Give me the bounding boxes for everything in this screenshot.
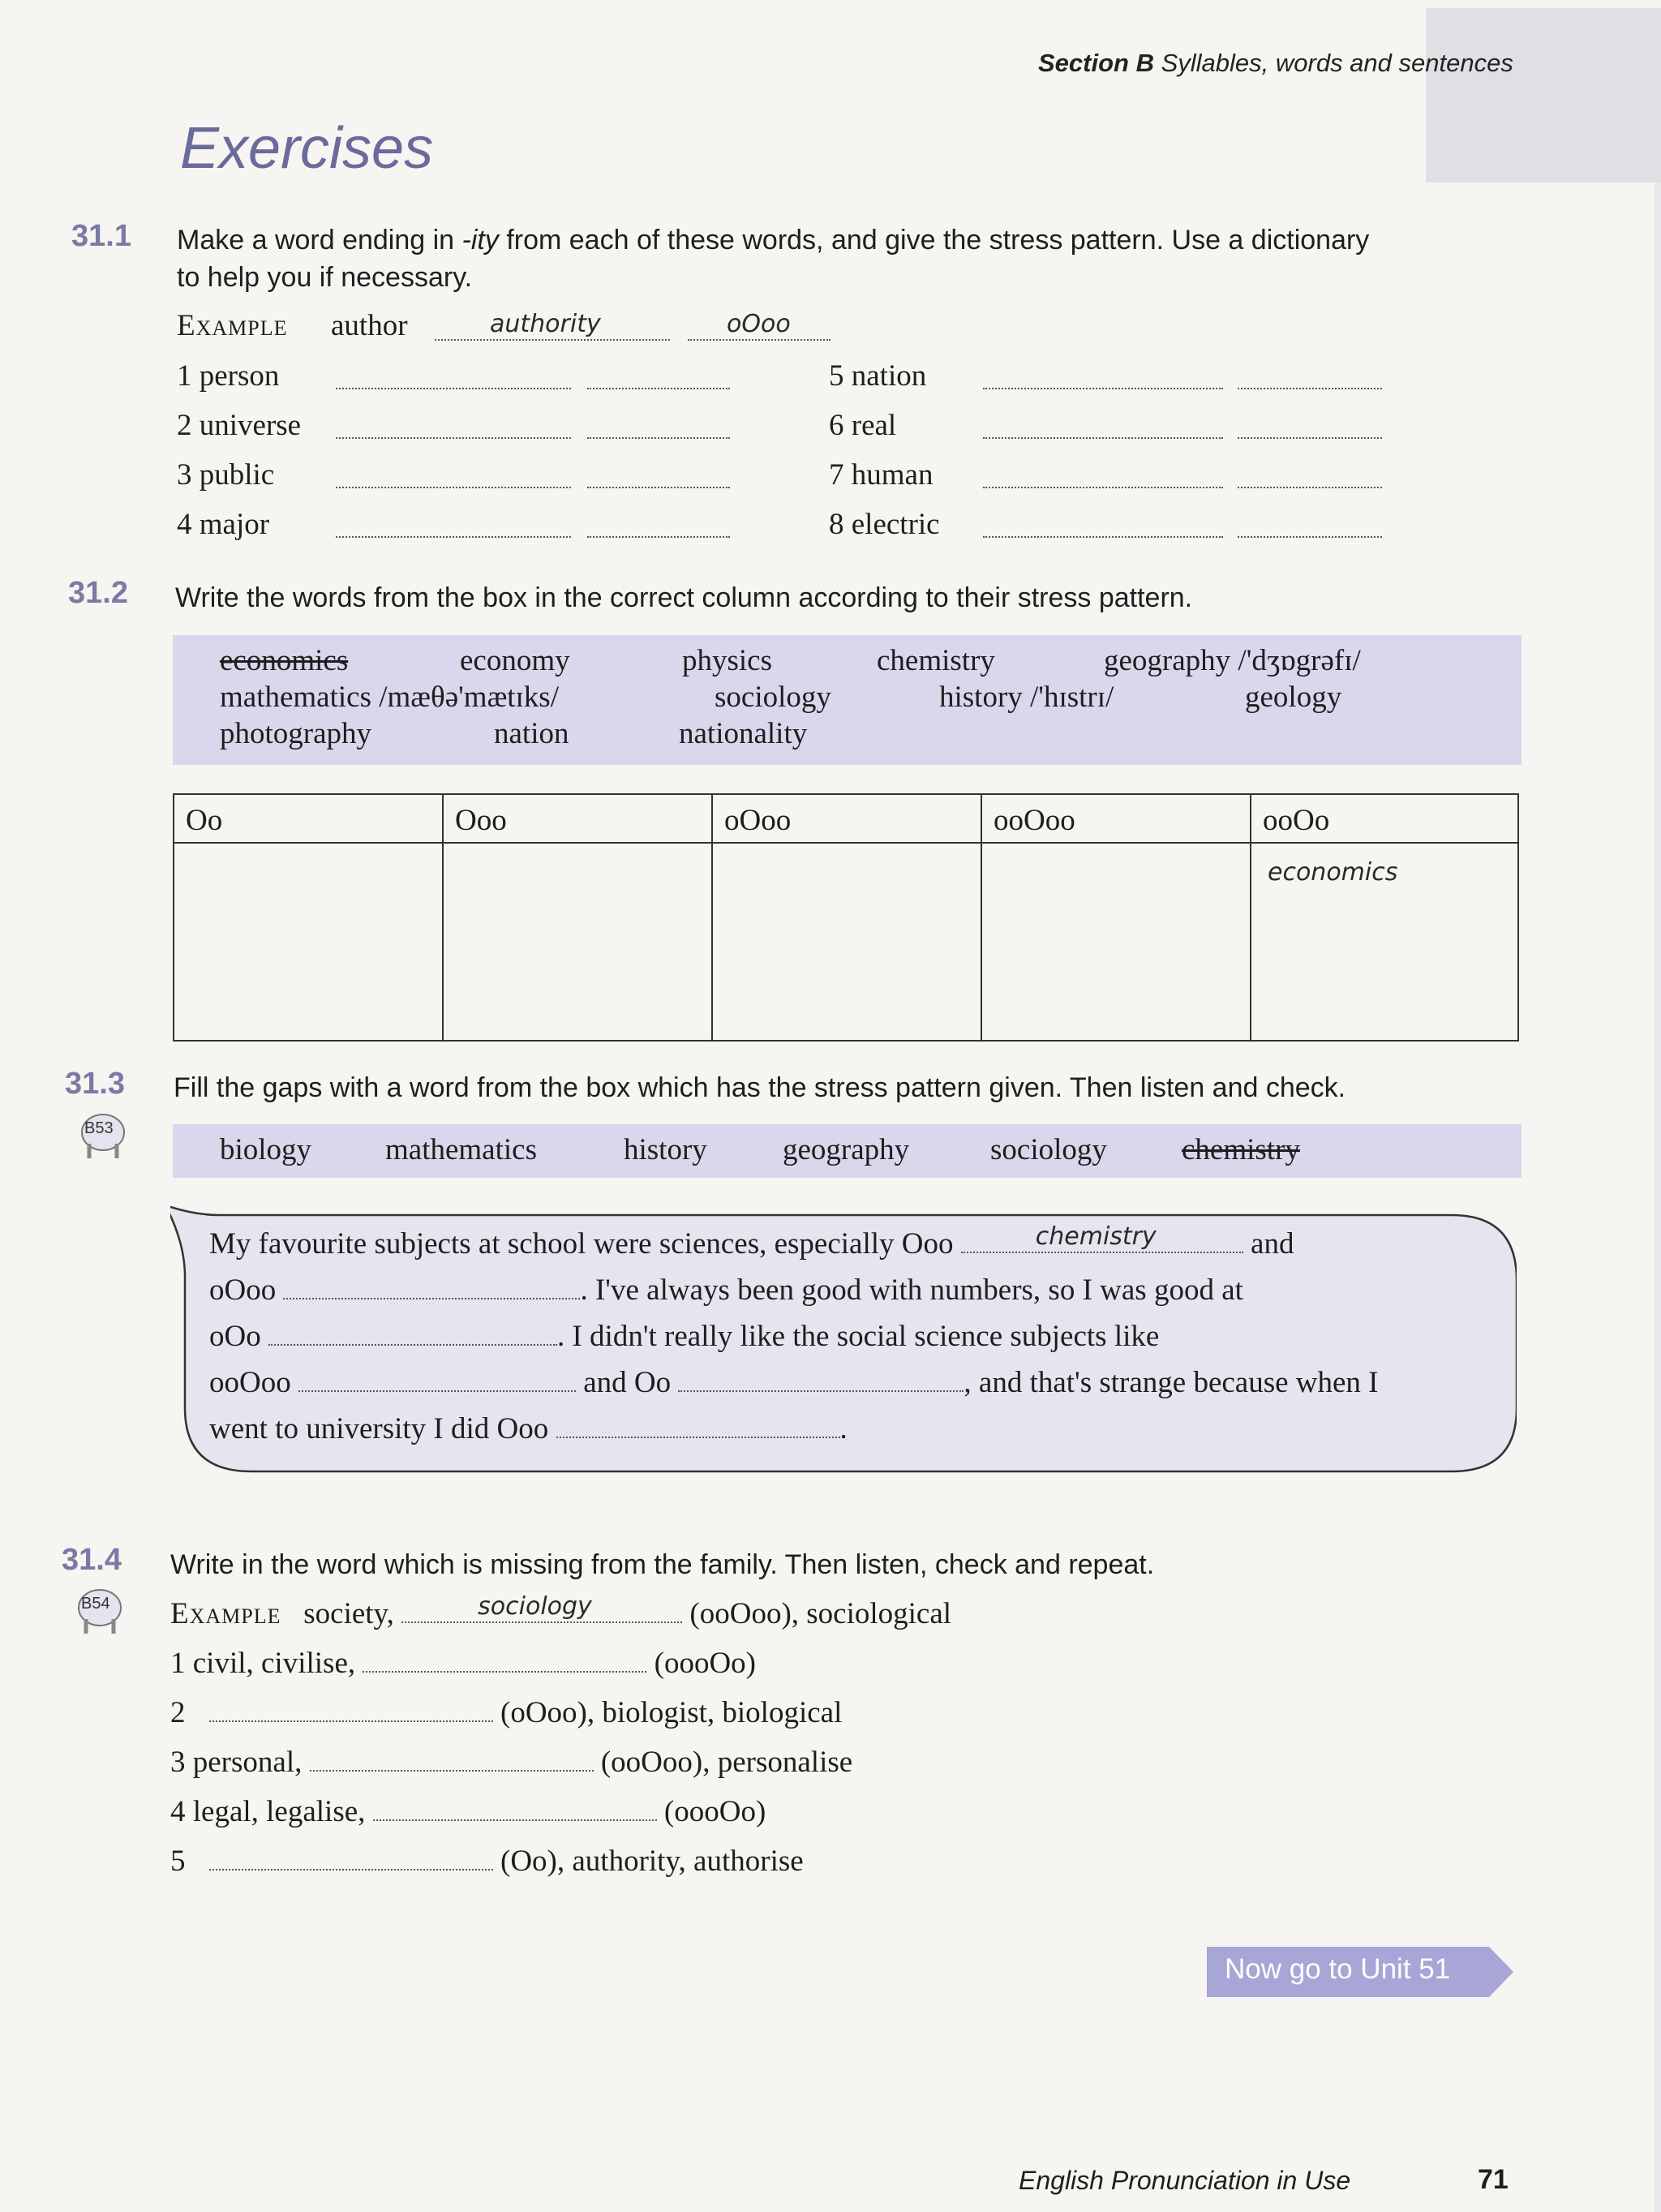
table-column[interactable] bbox=[1251, 795, 1517, 1040]
item-word: electric bbox=[851, 508, 940, 541]
ex4-example bbox=[170, 1592, 952, 1631]
column-header: oOoo bbox=[713, 795, 981, 844]
bubble-line-4 bbox=[209, 1365, 1379, 1400]
gap[interactable] bbox=[209, 1845, 493, 1871]
ex1-item-label bbox=[829, 408, 896, 443]
exercise-31-4-instruction: Write in the word which is missing from the family. Then listen, check and repeat. bbox=[170, 1549, 1155, 1580]
ex1-item-label bbox=[177, 408, 301, 443]
box-word: geology bbox=[1245, 681, 1342, 714]
page-number: 71 bbox=[1478, 2164, 1509, 2195]
bubble-line-1 bbox=[209, 1222, 1294, 1261]
audio-track-label: B54 bbox=[81, 1595, 110, 1613]
item-number: 2 bbox=[177, 409, 192, 442]
ex4-item bbox=[170, 1695, 842, 1730]
table-column[interactable] bbox=[982, 795, 1251, 1040]
ex1-item-label bbox=[829, 359, 926, 393]
ex4-item bbox=[170, 1646, 756, 1681]
gap[interactable] bbox=[678, 1366, 964, 1392]
instruction-ity: -ity bbox=[461, 225, 499, 256]
column-header: ooOo bbox=[1251, 795, 1517, 844]
column-header: Oo bbox=[174, 795, 442, 844]
ex1-item bbox=[829, 408, 1397, 445]
ex1-item bbox=[177, 507, 745, 544]
ex1-pattern-line[interactable] bbox=[587, 487, 730, 488]
ex1-answer-line[interactable] bbox=[983, 388, 1223, 389]
gap-answer-text: chemistry bbox=[1035, 1222, 1157, 1251]
exercise-number-31-1: 31.1 bbox=[71, 219, 131, 253]
ex1-pattern-line[interactable] bbox=[1238, 536, 1382, 538]
box-word: mathematics bbox=[385, 1133, 537, 1166]
word-box-31-3 bbox=[173, 1124, 1522, 1178]
ex4-item bbox=[170, 1844, 804, 1879]
item-number: 5 bbox=[170, 1845, 186, 1878]
item-number: 8 bbox=[829, 508, 844, 541]
box-word: sociology bbox=[990, 1133, 1107, 1166]
text: . I've always been good with numbers, so I was good at bbox=[580, 1274, 1243, 1307]
example-answer-line bbox=[435, 339, 670, 341]
ex4-item bbox=[170, 1745, 852, 1780]
item-post: (oooOo) bbox=[663, 1795, 766, 1828]
gap[interactable] bbox=[283, 1274, 580, 1299]
ex1-pattern-line[interactable] bbox=[1238, 437, 1382, 439]
item-number: 6 bbox=[829, 409, 844, 442]
bubble-line-3 bbox=[209, 1319, 1159, 1354]
example-pattern-line bbox=[688, 339, 830, 341]
item-post: (oooOo) bbox=[654, 1647, 756, 1680]
ex1-item-label bbox=[829, 457, 933, 492]
example-label: Example bbox=[177, 309, 288, 342]
bubble-line-2 bbox=[209, 1273, 1243, 1308]
table-column[interactable] bbox=[713, 795, 982, 1040]
word-box-31-2 bbox=[173, 635, 1522, 765]
box-word: biology bbox=[220, 1133, 312, 1166]
text: and Oo bbox=[583, 1366, 672, 1399]
section-label: Section B bbox=[1038, 49, 1154, 77]
text: and bbox=[1251, 1227, 1294, 1261]
item-word: major bbox=[199, 508, 270, 541]
box-word: geography /'dʒɒgrəfɪ/ bbox=[1104, 644, 1361, 677]
ex1-answer-line[interactable] bbox=[336, 388, 571, 389]
item-number: 1 bbox=[177, 359, 192, 393]
box-word: economy bbox=[460, 644, 570, 677]
box-word: chemistry bbox=[1182, 1133, 1300, 1166]
table-column[interactable] bbox=[444, 795, 713, 1040]
now-go-to-unit-button[interactable] bbox=[1207, 1947, 1513, 1997]
audio-track-icon-b54[interactable] bbox=[76, 1587, 123, 1637]
box-word: mathematics /mæθə'mætɪks/ bbox=[220, 681, 559, 714]
item-pre: legal, legalise, bbox=[192, 1795, 366, 1828]
table-column[interactable] bbox=[174, 795, 444, 1040]
item-number: 1 bbox=[170, 1647, 186, 1680]
instruction-part: from each of these words, and give the stress pattern. Use a dictionary bbox=[498, 225, 1370, 256]
ex1-answer-line[interactable] bbox=[983, 437, 1223, 439]
gap-answer[interactable] bbox=[961, 1222, 1243, 1253]
instruction-part: to help you if necessary. bbox=[177, 262, 473, 293]
exercise-31-3-instruction: Fill the gaps with a word from the box which has the stress pattern given. Then listen and check. bbox=[174, 1072, 1346, 1103]
box-word: history bbox=[624, 1133, 707, 1166]
example-word: society, bbox=[303, 1597, 394, 1630]
gap[interactable] bbox=[373, 1795, 657, 1821]
gap[interactable] bbox=[268, 1320, 557, 1346]
exercise-number-31-3: 31.3 bbox=[65, 1067, 125, 1101]
item-word: universe bbox=[199, 409, 302, 442]
text: oOo bbox=[209, 1320, 261, 1353]
ex4-item bbox=[170, 1794, 766, 1829]
ex1-pattern-line[interactable] bbox=[587, 437, 730, 439]
edge-tab bbox=[1426, 8, 1661, 183]
item-word: nation bbox=[851, 359, 927, 393]
example-pattern: oOoo bbox=[727, 310, 791, 338]
item-number: 2 bbox=[170, 1696, 186, 1729]
item-word: human bbox=[851, 458, 934, 492]
speech-bubble bbox=[170, 1205, 1517, 1473]
page-title: Exercises bbox=[180, 116, 434, 181]
item-post: (ooOoo), personalise bbox=[600, 1746, 853, 1779]
item-word: real bbox=[851, 409, 897, 442]
example-answer-line bbox=[401, 1592, 682, 1623]
ex1-pattern-line[interactable] bbox=[1238, 388, 1382, 389]
item-number: 5 bbox=[829, 359, 844, 393]
text: My favourite subjects at school were sciences, especially Ooo bbox=[209, 1227, 954, 1261]
example-rest: (ooOoo), sociological bbox=[689, 1597, 952, 1630]
item-pre: civil, civilise, bbox=[192, 1647, 356, 1680]
item-number: 4 bbox=[177, 508, 192, 541]
bubble-line-5 bbox=[209, 1411, 848, 1446]
box-word: photography bbox=[220, 717, 372, 750]
ex1-answer-line[interactable] bbox=[983, 536, 1223, 538]
example-answer: authority bbox=[490, 310, 601, 338]
audio-track-label: B53 bbox=[84, 1119, 114, 1137]
audio-track-icon-b53[interactable] bbox=[79, 1111, 127, 1162]
exercise-31-2-instruction: Write the words from the box in the correct column according to their stress pattern. bbox=[175, 582, 1193, 613]
item-pre: personal, bbox=[192, 1746, 303, 1779]
text: oOoo bbox=[209, 1274, 277, 1307]
box-word: history /'hɪstrɪ/ bbox=[939, 681, 1114, 714]
gap[interactable] bbox=[298, 1366, 576, 1392]
stress-pattern-table bbox=[173, 793, 1519, 1042]
item-post: (oOoo), biologist, biological bbox=[500, 1696, 843, 1729]
exercise-31-1-instruction bbox=[177, 221, 1507, 296]
box-word: physics bbox=[682, 644, 772, 677]
gap[interactable] bbox=[363, 1647, 646, 1673]
ex1-answer-line[interactable] bbox=[336, 437, 571, 439]
text: . bbox=[839, 1412, 848, 1445]
ex1-pattern-line[interactable] bbox=[1238, 487, 1382, 488]
item-number: 7 bbox=[829, 458, 844, 492]
example-answer: sociology bbox=[478, 1592, 592, 1621]
item-post: (Oo), authority, authorise bbox=[500, 1845, 804, 1878]
ex1-item-label bbox=[177, 359, 279, 393]
ex1-item-label bbox=[177, 507, 269, 542]
column-header: Ooo bbox=[444, 795, 711, 844]
running-head bbox=[1038, 49, 1513, 78]
now-go-label: Now go to Unit 51 bbox=[1225, 1953, 1451, 1985]
ex1-item-label bbox=[177, 457, 274, 492]
ex1-item bbox=[829, 457, 1397, 495]
exercise-number-31-4: 31.4 bbox=[62, 1543, 122, 1577]
box-word: nationality bbox=[679, 717, 808, 750]
box-word: nation bbox=[494, 717, 569, 750]
ex1-item bbox=[829, 507, 1397, 544]
ex1-item-label bbox=[829, 507, 940, 542]
ex1-pattern-line[interactable] bbox=[587, 536, 730, 538]
item-word: person bbox=[199, 359, 280, 393]
ex1-answer-line[interactable] bbox=[983, 487, 1223, 488]
ex1-item bbox=[177, 408, 745, 445]
ex1-answer-line[interactable] bbox=[336, 536, 571, 538]
ex1-item bbox=[177, 457, 745, 495]
text: , and that's strange because when I bbox=[964, 1366, 1379, 1399]
example-label: Example bbox=[170, 1597, 281, 1630]
item-word: public bbox=[199, 458, 275, 492]
edge-strip bbox=[1655, 183, 1661, 2212]
box-word: geography bbox=[783, 1133, 910, 1166]
book-title: English Pronunciation in Use bbox=[1019, 2166, 1351, 2195]
ex1-item bbox=[829, 359, 1397, 396]
gap[interactable] bbox=[209, 1696, 493, 1722]
example-word: author bbox=[331, 309, 408, 342]
ex1-answer-line[interactable] bbox=[336, 487, 571, 488]
gap[interactable] bbox=[310, 1746, 594, 1772]
gap[interactable] bbox=[556, 1412, 840, 1438]
text: . I didn't really like the social science subjects like bbox=[556, 1320, 1160, 1353]
section-title: Syllables, words and sentences bbox=[1161, 49, 1513, 77]
instruction-part: Make a word ending in bbox=[177, 225, 462, 256]
box-word: sociology bbox=[715, 681, 831, 714]
box-word: economics bbox=[220, 644, 349, 677]
item-number: 3 bbox=[170, 1746, 186, 1779]
text: ooOoo bbox=[209, 1366, 291, 1399]
column-header: ooOoo bbox=[982, 795, 1250, 844]
ex1-item bbox=[177, 359, 745, 396]
column-entry: economics bbox=[1268, 858, 1398, 887]
text: went to university I did Ooo bbox=[209, 1412, 549, 1445]
item-number: 3 bbox=[177, 458, 192, 492]
exercise-number-31-2: 31.2 bbox=[68, 576, 128, 610]
box-word: chemistry bbox=[877, 644, 995, 677]
item-number: 4 bbox=[170, 1795, 186, 1828]
ex1-pattern-line[interactable] bbox=[587, 388, 730, 389]
